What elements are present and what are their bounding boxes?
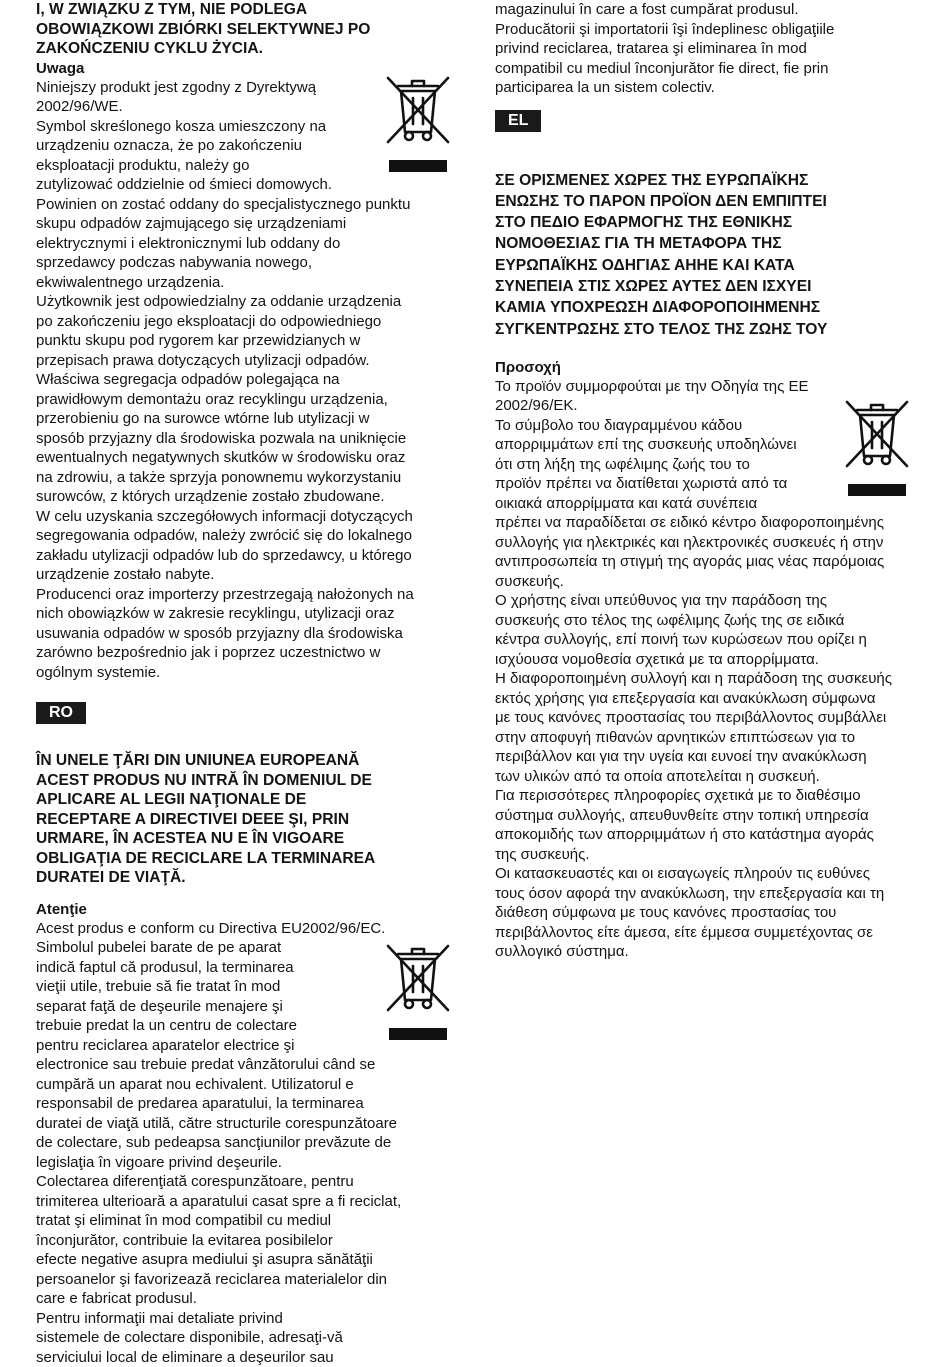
text-line: Pentru informaţii mai detaliate privind [36,1309,456,1329]
text-line: Για περισσότερες πληροφορίες σχετικά με το διαθέσιμο [495,786,915,806]
text-line: συλλογικό σύστημα. [495,942,915,962]
heading-line: URMARE, ÎN ACESTEA NU E ÎN VIGOARE [36,829,456,849]
text-line: Ο χρήστης είναι υπεύθυνος για την παράδοση της [495,591,915,611]
text-line: participarea la un sistem colectiv. [495,78,915,98]
text-line: σύστημα συλλογής, απευθυνθείτε στην τοπική υπηρεσία [495,806,915,826]
text-line: Użytkownik jest odpowiedzialny za oddanie urządzenia [36,292,456,312]
ro-language-tag: RO [36,702,86,724]
text-line: persoanelor şi favorizează reciclarea materialelor din [36,1270,456,1290]
weee-symbol [839,396,915,496]
text-line: vieţii utile, trebuie să fie tratat în mod [36,977,297,997]
heading-line: ΕΥΡΩΠΑΪΚΗΣ ΟΔΗΓΙΑΣ ΑΗΗΕ ΚΑΙ ΚΑΤΑ [495,255,915,276]
text-line: indică faptul că produsul, la terminarea [36,958,297,978]
ro-side-text [36,938,297,1055]
el-attention-label: Προσοχή [495,358,915,377]
text-line: Το σύμβολο του διαγραμμένου κάδου [495,416,797,436]
text-line: segregowania odpadów, należy zwrócić się do lokalnego [36,526,456,546]
text-line: înconjurător, contribuie la evitarea posibilelor [36,1231,456,1251]
text-line: po zakończeniu jego eksploatacji do odpowiedniego [36,312,456,332]
text-line: cumpără un aparat nou echivalent. Utilizatorul e [36,1075,456,1095]
text-line: zarówno bezpośrednio jak i poprzez uczestnictwo w [36,643,456,663]
ro-attention-label: Atenţie [36,900,456,919]
text-line: περιβάλλοντος είτε άμεσα, είτε έμμεσα συμμετέχοντας σε [495,923,915,943]
text-line: διάθεση σύμφωνα με τους κανόνες προστασίας του [495,903,915,923]
text-line: πρέπει να παραδίδεται σε ειδικό κέντρο διαφοροποιημένης [495,513,915,533]
pl-attention-label: Uwaga [36,59,456,78]
heading-line: ZAKOŃCZENIU CYKLU ŻYCIA. [36,39,456,59]
text-line: συσκευής. [495,572,915,592]
text-line: separat faţă de deşeurile menajere şi [36,997,297,1017]
heading-line: ÎN UNELE ŢĂRI DIN UNIUNEA EUROPEANĂ [36,751,456,771]
crossed-out-wheelie-bin-icon [839,396,915,472]
el-body [495,513,915,962]
text-line: Acest produs e conform cu Directiva EU2002/96/EC. [36,919,456,939]
weee-bar [848,484,906,496]
heading-line: ΚΑΜΙΑ ΥΠΟΧΡΕΩΣΗ ΔΙΑΦΟΡΟΠΟΙΗΜΕΝΗΣ [495,297,915,318]
text-line: na zdrowiu, a także sprzyja ponownemu wykorzystaniu [36,468,456,488]
weee-bar [389,160,447,172]
text-line: care e fabricat produsul. [36,1289,456,1309]
heading-line: OBOWIĄZKOWI ZBIÓRKI SELEKTYWNEJ PO [36,20,456,40]
pl-heading [36,0,456,59]
text-line: τους όσον αφορά την ανακύκλωση, την επεξεργασία και τη [495,884,915,904]
text-line: Το προϊόν συμμορφούται με την Οδηγία της ΕΕ [495,377,915,397]
text-line: προϊόν πρέπει να διατίθεται χωριστά από τα [495,474,797,494]
text-line: Powinien on zostać oddany do specjalistycznego punktu [36,195,456,215]
heading-line: ΝΟΜΟΘΕΣΙΑΣ ΓΙΑ ΤΗ ΜΕΤΑΦΟΡΑ ΤΗΣ [495,233,915,254]
text-line: tratat şi eliminat în mod compatibil cu mediul [36,1211,456,1231]
text-line: Producătorii şi importatorii îşi îndeplinesc obligaţiile [495,20,915,40]
text-line: surowców, z których urządzenie zostało zbudowane. [36,487,456,507]
text-line: απορριμμάτων επί της συσκευής υποδηλώνει [495,435,797,455]
text-line: W celu uzyskania szczegółowych informacji dotyczących [36,507,456,527]
text-line: ekwiwalentnego urządzenia. [36,273,456,293]
text-line: με τους κανόνες προστασίας του περιβάλλοντος συμβάλλει [495,708,915,728]
el-language-tag: EL [495,110,541,132]
right-column [495,0,915,962]
weee-symbol [380,72,456,172]
ro-section [36,702,456,1367]
text-line: przerobieniu go na surowce wtórne lub utylizacji w [36,409,456,429]
heading-line: I, W ZWIĄZKU Z TYM, NIE PODLEGA [36,0,456,20]
heading-line: ΣΤΟ ΠΕΔΙΟ ΕΦΑΡΜΟΓΗΣ ΤΗΣ ΕΘΝΙΚΗΣ [495,212,915,233]
text-line: legislaţia în vigoare privind deşeurile. [36,1153,456,1173]
text-line: eksploatacji produktu, należy go [36,156,332,176]
text-line: prawidłowym demontażu oraz recyklingu urządzenia, [36,390,456,410]
text-line: ogólnym systemie. [36,663,456,683]
el-section [495,110,915,962]
text-line: magazinului în care a fost cumpărat produsul. [495,0,915,20]
text-line: sposób przyjazny dla środowiska pozwala na uniknięcie [36,429,456,449]
text-line: zakładu utylizacji odpadów lub do sprzedawcy, u którego [36,546,456,566]
text-line: electronice sau trebuie predat vânzătorului când se [36,1055,456,1075]
heading-line: ΕΝΩΣΗΣ ΤΟ ΠΑΡΟΝ ΠΡΟΪΟΝ ΔΕΝ ΕΜΠΙΠΤΕΙ [495,191,915,212]
text-line: εκτός χρήσης για επεξεργασία και ανακύκλωση σύμφωνα [495,689,915,709]
text-line: przepisach prawa dotyczących utylizacji odpadów. [36,351,456,371]
text-line: zutylizować oddzielnie od śmieci domowych. [36,175,332,195]
text-line: των υλικών από τα οποία αποτελείται η συσκευή. [495,767,915,787]
text-line: efecte negative asupra mediului şi asupra sănătăţii [36,1250,456,1270]
pl-section [36,0,456,682]
text-line: skupu odpadów zajmującego się urządzeniami [36,214,456,234]
text-line: urządzeniu oznacza, że po zakończeniu [36,136,332,156]
text-line: elektrycznymi i elektronicznymi lub oddany do [36,234,456,254]
text-line: responsabil de predarea aparatului, la terminarea [36,1094,456,1114]
heading-line: OBLIGAŢIA DE RECICLARE LA TERMINAREA [36,849,456,869]
text-line: συλλογής για ηλεκτρικές και ηλεκτρονικές συσκευές ή στην [495,533,915,553]
el-heading [495,170,915,340]
text-line: Właściwa segregacja odpadów polegająca na [36,370,456,390]
text-line: αντιπροσωπεία τη στιγμή της αγοράς μιας νέας παρόμοιας [495,552,915,572]
text-line: 2002/96/WE. [36,97,332,117]
text-line: Οι κατασκευαστές και οι εισαγωγείς πληρούν τις ευθύνες [495,864,915,884]
text-line: ewentualnych negatywnych skutków w środowisku oraz [36,448,456,468]
text-line: αποκομιδής των απορριμμάτων ή στο κατάστημα αγοράς [495,825,915,845]
ro-heading [36,751,456,888]
text-line: ότι στη λήξη της ωφέλιμης ζωής του το [495,455,797,475]
text-line: οικιακά απορρίμματα και κατά συνέπεια [495,494,797,514]
text-line: Η διαφοροποιημένη συλλογή και η παράδοση της συσκευής [495,669,915,689]
pl-body [36,195,456,683]
text-line: privind reciclarea, tratarea şi eliminarea în mod [495,39,915,59]
crossed-out-wheelie-bin-icon [380,72,456,148]
text-line: pentru reciclarea aparatelor electrice şi [36,1036,297,1056]
text-line: περιβάλλον και για την υγεία και ευνοεί την ανακύκλωση [495,747,915,767]
text-line: Symbol skreślonego kosza umieszczony na [36,117,332,137]
text-line: 2002/96/ΕΚ. [495,396,915,416]
heading-line: ΣΥΝΕΠΕΙΑ ΣΤΙΣ ΧΩΡΕΣ ΑΥΤΕΣ ΔΕΝ ΙΣΧΥΕΙ [495,276,915,297]
ro-body [36,1055,456,1367]
text-line: Producenci oraz importerzy przestrzegają nałożonych na [36,585,456,605]
text-line: punktu skupu pod rygorem kar przewidzianych w [36,331,456,351]
heading-line: APLICARE AL LEGII NAŢIONALE DE [36,790,456,810]
heading-line: DURATEI DE VIAŢĂ. [36,868,456,888]
text-line: duratei de viaţă utilă, către structurile corespunzătoare [36,1114,456,1134]
weee-bar [389,1028,447,1040]
left-column [36,0,456,1367]
text-line: sprzedawcy podczas nabywania nowego, [36,253,456,273]
text-line: στην αποφυγή πιθανών αρνητικών επιπτώσεων για το [495,728,915,748]
heading-line: ΣΥΓΚΕΝΤΡΩΣΗΣ ΣΤΟ ΤΕΛΟΣ ΤΗΣ ΖΩΗΣ ΤΟΥ [495,319,915,340]
text-line: serviciului local de eliminare a deşeurilor sau [36,1348,456,1367]
weee-symbol [380,940,456,1040]
heading-line: ACEST PRODUS NU INTRĂ ÎN DOMENIUL DE [36,771,456,791]
text-line: de colectare, sub pedeapsa sancţiunilor prevăzute de [36,1133,456,1153]
text-line: trimiterea ulterioară a aparatului casat spre a fi reciclat, [36,1192,456,1212]
heading-line: RECEPTARE A DIRECTIVEI DEEE ŞI, PRIN [36,810,456,830]
text-line: trebuie predat la un centru de colectare [36,1016,297,1036]
text-line: nich obowiązków w zakresie recyklingu, utylizacji oraz [36,604,456,624]
text-line: usuwania odpadów w sposób przyjazny dla środowiska [36,624,456,644]
text-line: compatibil cu mediul înconjurător fie direct, fie prin [495,59,915,79]
text-line: Colectarea diferenţiată corespunzătoare, pentru [36,1172,456,1192]
el-side-text [495,416,797,514]
text-line: urządzenie zostało nabyte. [36,565,456,585]
text-line: sistemele de colectare disponibile, adresaţi-vă [36,1328,456,1348]
heading-line: ΣΕ ΟΡΙΣΜΕΝΕΣ ΧΩΡΕΣ ΤΗΣ ΕΥΡΩΠΑΪΚΗΣ [495,170,915,191]
text-line: συσκευής στο τέλος της ωφέλιμης ζωής της σε ειδικά [495,611,915,631]
text-line: της συσκευής. [495,845,915,865]
crossed-out-wheelie-bin-icon [380,940,456,1016]
pl-side-text [36,78,332,195]
text-line: Niniejszy produkt jest zgodny z Dyrektywą [36,78,332,98]
text-line: Simbolul pubelei barate de pe aparat [36,938,297,958]
text-line: κέντρα συλλογής, επί ποινή των κυρώσεων που ορίζει η [495,630,915,650]
text-line: ισχύουσα νομοθεσία σχετικά με τα απορρίμματα. [495,650,915,670]
ro-continued [495,0,915,98]
